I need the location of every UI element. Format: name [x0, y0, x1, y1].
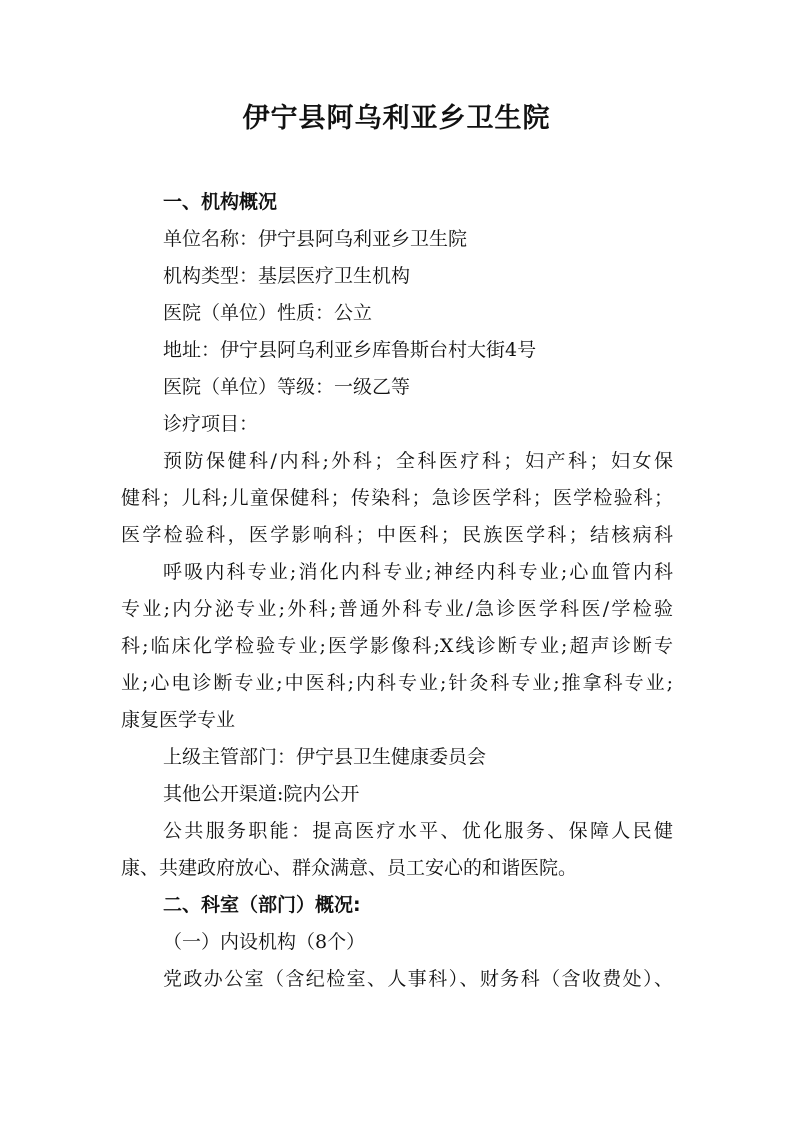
services-line: 预防保健科/内科;外科；全科医疗科；妇产科；妇女保 [163, 450, 673, 472]
supervisor: 上级主管部门：伊宁县卫生健康委员会 [163, 746, 487, 768]
services-line: 呼吸内科专业;消化内科专业;神经内科专业;心血管内科 [163, 561, 673, 583]
section1-heading: 一、机构概况 [163, 191, 278, 213]
functions-line: 公共服务职能：提高医疗水平、优化服务、保障人民健 [163, 820, 673, 842]
services-line: 业;心电诊断专业;中医科;内科专业;针灸科专业;推拿科专业; [121, 672, 673, 694]
document-body [121, 184, 673, 998]
services-line: 康复医学专业 [121, 709, 236, 731]
services-line: 医学检验科，医学影响科；中医科；民族医学科；结核病科 [121, 524, 673, 546]
services-line: 健科；儿科;儿童保健科；传染科；急诊医学科；医学检验科； [121, 487, 673, 509]
org-nature: 医院（单位）性质：公立 [163, 302, 373, 324]
public-channels: 其他公开渠道:院内公开 [163, 783, 360, 805]
org-type: 机构类型：基层医疗卫生机构 [163, 265, 411, 287]
section2-content: 党政办公室（含纪检室、人事科）、财务科（含收费处）、 [163, 968, 673, 990]
services-line: 科;临床化学检验专业;医学影像科;X线诊断专业;超声诊断专 [121, 635, 673, 657]
services-label: 诊疗项目： [163, 413, 259, 435]
address: 地址：伊宁县阿乌利亚乡库鲁斯台村大街4号 [163, 339, 537, 361]
functions-line: 康、共建政府放心、群众满意、员工安心的和谐医院。 [121, 857, 578, 879]
section2-subheading: （一）内设机构（8个） [163, 931, 366, 953]
document-title: 伊宁县阿乌利亚乡卫生院 [242, 103, 551, 134]
section2-heading: 二、科室（部门）概况: [163, 894, 361, 916]
services-line: 专业;内分泌专业;外科;普通外科专业/急诊医学科医/学检验 [121, 598, 673, 620]
hospital-grade: 医院（单位）等级：一级乙等 [163, 376, 411, 398]
unit-name: 单位名称：伊宁县阿乌利亚乡卫生院 [163, 228, 468, 250]
